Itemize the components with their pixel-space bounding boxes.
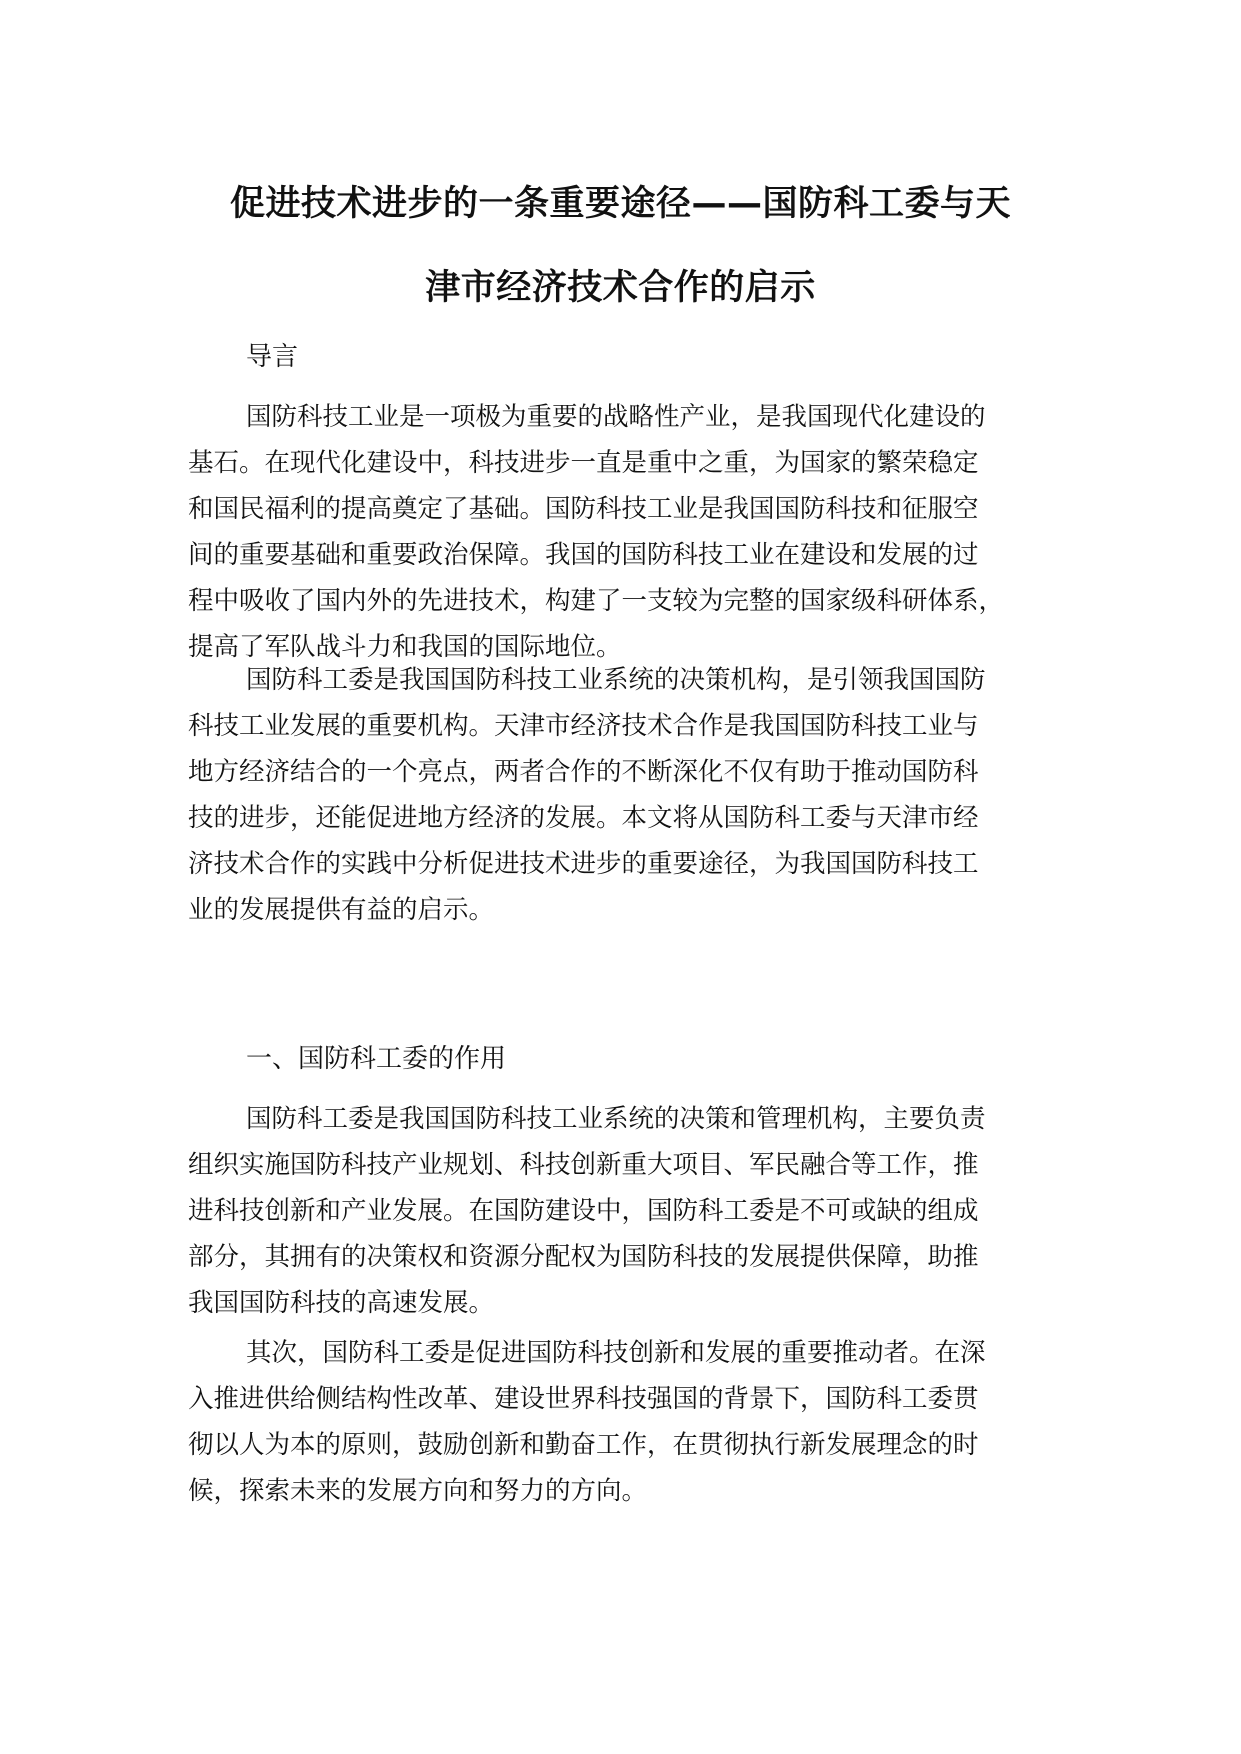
paragraph-line: 济技术合作的实践中分析促进技术进步的重要途径，为我国国防科技工 <box>188 849 979 879</box>
paragraph-line: 候，探索未来的发展方向和努力的方向。 <box>188 1476 648 1506</box>
paragraph-line: 国防科技工业是一项极为重要的战略性产业，是我国现代化建设的 <box>246 402 986 432</box>
paragraph-line: 国防科工委是我国国防科技工业系统的决策机构，是引领我国国防 <box>246 665 986 695</box>
paragraph-line: 彻以人为本的原则，鼓励创新和勤奋工作，在贯彻执行新发展理念的时 <box>188 1430 979 1460</box>
paragraph-line: 地方经济结合的一个亮点，两者合作的不断深化不仅有助于推动国防科 <box>188 757 979 787</box>
document-title-line-1: 促进技术进步的一条重要途径——国防科工委与天 <box>229 184 1011 224</box>
paragraph-line: 提高了军队战斗力和我国的国际地位。 <box>188 632 622 662</box>
paragraph-line: 进科技创新和产业发展。在国防建设中，国防科工委是不可或缺的组成 <box>188 1196 979 1226</box>
intro-heading: 导言 <box>246 342 299 372</box>
paragraph-line: 组织实施国防科技产业规划、科技创新重大项目、军民融合等工作，推 <box>188 1150 979 1180</box>
paragraph-line: 和国民福利的提高奠定了基础。国防科技工业是我国国防科技和征服空 <box>188 494 979 524</box>
paragraph-2 <box>188 657 986 933</box>
paragraph-line: 其次，国防科工委是促进国防科技创新和发展的重要推动者。在深 <box>246 1338 986 1368</box>
paragraph-line: 程中吸收了国内外的先进技术，构建了一支较为完整的国家级科研体系， <box>188 586 1005 616</box>
paragraph-line: 入推进供给侧结构性改革、建设世界科技强国的背景下，国防科工委贯 <box>188 1384 979 1414</box>
document-title-line-2: 津市经济技术合作的启示 <box>425 268 816 308</box>
paragraph-3 <box>188 1096 986 1326</box>
section-1-heading: 一、国防科工委的作用 <box>246 1044 507 1074</box>
paragraph-line: 业的发展提供有益的启示。 <box>188 895 495 925</box>
paragraph-1 <box>188 394 1004 670</box>
paragraph-line: 间的重要基础和重要政治保障。我国的国防科技工业在建设和发展的过 <box>188 540 979 570</box>
paragraph-line: 部分，其拥有的决策权和资源分配权为国防科技的发展提供保障，助推 <box>188 1242 979 1272</box>
paragraph-line: 基石。在现代化建设中，科技进步一直是重中之重，为国家的繁荣稳定 <box>188 448 979 478</box>
paragraph-line: 我国国防科技的高速发展。 <box>188 1288 495 1318</box>
paragraph-line: 技的进步，还能促进地方经济的发展。本文将从国防科工委与天津市经 <box>188 803 979 833</box>
paragraph-line: 国防科工委是我国国防科技工业系统的决策和管理机构，主要负责 <box>246 1104 986 1134</box>
paragraph-4 <box>188 1330 986 1514</box>
paragraph-line: 科技工业发展的重要机构。天津市经济技术合作是我国国防科技工业与 <box>188 711 979 741</box>
